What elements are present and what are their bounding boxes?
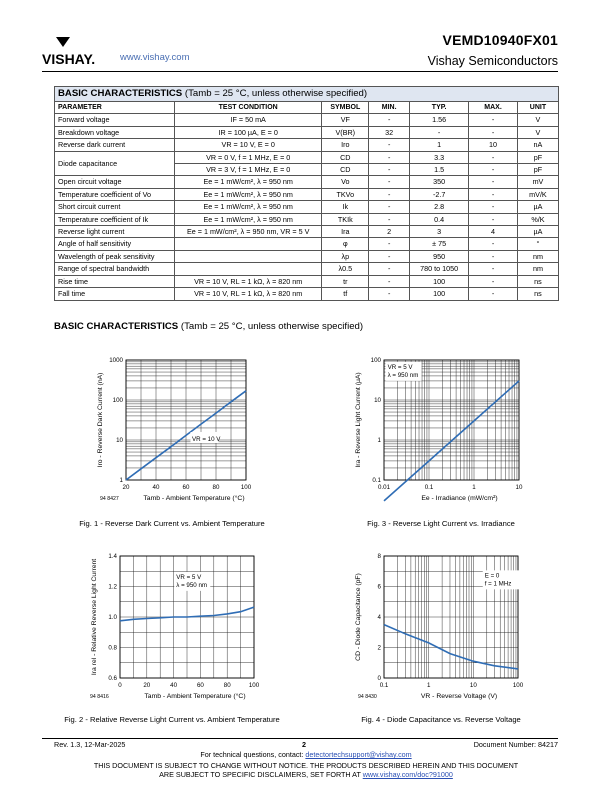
y-tick-label: 1 xyxy=(377,437,381,444)
table-cell: Ira xyxy=(322,226,369,238)
table-cell: 2 xyxy=(369,226,410,238)
table-cell: 780 to 1050 xyxy=(410,263,469,275)
table-cell: ns xyxy=(517,275,558,287)
table-cell: Reverse light current xyxy=(55,226,175,238)
column-header: UNIT xyxy=(517,102,558,114)
x-tick-label: 1 xyxy=(472,484,476,491)
table-cell: VR = 10 V, RL = 1 kΩ, λ = 820 nm xyxy=(174,275,321,287)
table-cell: 950 xyxy=(410,250,469,262)
tech-questions: For technical questions, contact: detectortechsupport@vishay.com xyxy=(200,750,412,759)
table-cell: 2.8 xyxy=(410,201,469,213)
table-cell: - xyxy=(469,288,518,300)
annotation: λ = 950 nm xyxy=(176,581,208,589)
y-axis-label: Ira rel - Relative Reverse Light Current xyxy=(91,558,98,676)
x-tick-label: 10 xyxy=(515,484,523,491)
y-tick-label: 10 xyxy=(116,437,123,444)
table-cell: 3.3 xyxy=(410,151,469,163)
x-axis-label: Tamb - Ambient Temperature (°C) xyxy=(143,495,245,502)
y-tick-label: 100 xyxy=(112,397,123,404)
column-header: PARAMETER xyxy=(55,102,175,114)
table-cell: 0.4 xyxy=(410,213,469,225)
table-cell: Rise time xyxy=(55,275,175,287)
x-tick-label: 10 xyxy=(469,682,477,689)
table-cell: -2.7 xyxy=(410,188,469,200)
x-tick-label: 40 xyxy=(152,484,160,491)
table-cell: V xyxy=(517,114,558,126)
table-cell: 32 xyxy=(369,126,410,138)
annotation: f = 1 MHz xyxy=(484,580,512,588)
figure-code: 94 8430 xyxy=(358,694,377,700)
table-cell: Ik xyxy=(322,201,369,213)
table-row xyxy=(55,151,559,163)
annotation: VR = 5 V xyxy=(387,363,413,371)
table-cell: Ee = 1 mW/cm², λ = 950 nm xyxy=(174,201,321,213)
table-cell: V(BR) xyxy=(322,126,369,138)
x-axis-label: VR - Reverse Voltage (V) xyxy=(420,693,498,700)
table-cell: - xyxy=(469,164,518,176)
column-header: TEST CONDITION xyxy=(174,102,321,114)
section-title: BASIC CHARACTERISTICS (Tamb = 25 °C, unless otherwise specified) xyxy=(54,321,364,332)
table-cell: λp xyxy=(322,250,369,262)
disclaimer-line-2: ARE SUBJECT TO SPECIFIC DISCLAIMERS, SET FORTH AT www.vishay.com/doc?91000 xyxy=(159,770,453,779)
annotation: E = 0 xyxy=(484,572,500,580)
table-row xyxy=(55,263,559,275)
table-cell: 3 xyxy=(410,226,469,238)
table-cell: - xyxy=(469,263,518,275)
x-tick-label: 60 xyxy=(182,484,190,491)
x-tick-label: 0.1 xyxy=(424,484,434,491)
table-cell: - xyxy=(469,126,518,138)
table-row xyxy=(55,250,559,262)
figure-code: 94 8427 xyxy=(100,496,119,502)
x-tick-label: 20 xyxy=(122,484,130,491)
table-cell: V xyxy=(517,126,558,138)
basic-characteristics-table xyxy=(54,86,559,301)
table-cell: - xyxy=(369,188,410,200)
footer-rule xyxy=(42,738,558,739)
table-cell: CD xyxy=(322,151,369,163)
table-cell: Temperature coefficient of Ik xyxy=(55,213,175,225)
table-cell: VR = 0 V, f = 1 MHz, E = 0 xyxy=(174,151,321,163)
table-cell: - xyxy=(469,250,518,262)
table-title: BASIC CHARACTERISTICS (Tamb = 25 °C, unless otherwise specified) xyxy=(55,87,559,102)
table-cell: Ee = 1 mW/cm², λ = 950 nm xyxy=(174,213,321,225)
revision: Rev. 1.3, 12-Mar-2025 xyxy=(54,740,126,749)
x-tick-label: 0.1 xyxy=(379,682,389,689)
table-cell: 1 xyxy=(410,139,469,151)
vishay-logo xyxy=(42,37,116,67)
table-cell: pF xyxy=(517,164,558,176)
table-cell: 100 xyxy=(410,288,469,300)
table-header-row xyxy=(55,102,559,114)
x-tick-label: 100 xyxy=(248,682,260,689)
table-row xyxy=(55,275,559,287)
table-cell: ns xyxy=(517,288,558,300)
division-name: Vishay Semiconductors xyxy=(427,54,558,68)
x-tick-label: 40 xyxy=(170,682,178,689)
table-cell xyxy=(174,238,321,250)
brand-text: VISHAY. xyxy=(42,51,96,67)
table-cell: φ xyxy=(322,238,369,250)
disclaimer-link[interactable]: www.vishay.com/doc?91000 xyxy=(362,770,453,779)
table-cell: Temperature coefficient of Vo xyxy=(55,188,175,200)
y-tick-label: 1000 xyxy=(109,357,123,364)
table-cell: IF = 50 mA xyxy=(174,114,321,126)
table-cell: CD xyxy=(322,164,369,176)
table-cell: ° xyxy=(517,238,558,250)
table-cell: 4 xyxy=(469,226,518,238)
table-cell: VF xyxy=(322,114,369,126)
table-cell: Reverse dark current xyxy=(55,139,175,151)
table-cell: nm xyxy=(517,263,558,275)
table-cell: VR = 3 V, f = 1 MHz, E = 0 xyxy=(174,164,321,176)
column-header: MAX. xyxy=(469,102,518,114)
table-cell: VR = 10 V, E = 0 xyxy=(174,139,321,151)
y-tick-label: 1.2 xyxy=(108,583,117,591)
y-tick-label: 4 xyxy=(377,614,381,621)
table-cell: nA xyxy=(517,139,558,151)
disclaimer-line-1: THIS DOCUMENT IS SUBJECT TO CHANGE WITHOUT NOTICE. THE PRODUCTS DESCRIBED HEREIN AND THIS DOCUMENT xyxy=(93,761,519,770)
table-cell: tr xyxy=(322,275,369,287)
table-cell: - xyxy=(469,201,518,213)
table-cell: tf xyxy=(322,288,369,300)
table-cell: - xyxy=(469,188,518,200)
table-cell: 10 xyxy=(469,139,518,151)
annotation: VR = 5 V xyxy=(176,573,202,581)
table-cell: 1.56 xyxy=(410,114,469,126)
table-cell: - xyxy=(469,176,518,188)
table-cell: VR = 10 V, RL = 1 kΩ, λ = 820 nm xyxy=(174,288,321,300)
y-tick-label: 1.0 xyxy=(108,614,117,621)
table-cell: Vo xyxy=(322,176,369,188)
table-cell: Open circuit voltage xyxy=(55,176,175,188)
table-cell: - xyxy=(369,288,410,300)
figure-caption: Fig. 1 - Reverse Dark Current vs. Ambient Temperature xyxy=(79,519,265,528)
table-cell: IR = 100 µA, E = 0 xyxy=(174,126,321,138)
table-row xyxy=(55,226,559,238)
table-cell: 100 xyxy=(410,275,469,287)
table-cell xyxy=(174,250,321,262)
table-cell: pF xyxy=(517,151,558,163)
x-tick-label: 60 xyxy=(196,682,204,689)
table-cell: Forward voltage xyxy=(55,114,175,126)
y-tick-label: 0.1 xyxy=(372,477,381,484)
table-cell: Breakdown voltage xyxy=(55,126,175,138)
table-cell: Ee = 1 mW/cm², λ = 950 nm xyxy=(174,188,321,200)
table-title-condition: (Tamb = 25 °C, unless otherwise specified) xyxy=(184,88,368,99)
figure-caption: Fig. 3 - Reverse Light Current vs. Irradiance xyxy=(367,519,515,528)
column-header: TYP. xyxy=(410,102,469,114)
figure-caption: Fig. 2 - Relative Reverse Light Current vs. Ambient Temperature xyxy=(64,715,280,724)
table-cell: Ee = 1 mW/cm², λ = 950 nm, VR = 5 V xyxy=(174,226,321,238)
document-number: Document Number: 84217 xyxy=(473,740,558,749)
website-link[interactable]: www.vishay.com xyxy=(120,52,190,63)
x-axis-label: Tamb - Ambient Temperature (°C) xyxy=(144,693,246,700)
charts-area xyxy=(0,340,612,735)
x-axis-label: Ee - Irradiance (mW/cm²) xyxy=(421,495,498,502)
table-cell: - xyxy=(469,275,518,287)
table-row xyxy=(55,288,559,300)
table-cell: - xyxy=(369,201,410,213)
table-cell: - xyxy=(469,114,518,126)
figure-caption: Fig. 4 - Diode Capacitance vs. Reverse Voltage xyxy=(361,715,521,724)
table-cell: Iro xyxy=(322,139,369,151)
table-cell: Ee = 1 mW/cm², λ = 950 nm xyxy=(174,176,321,188)
series-line xyxy=(384,381,519,501)
table-row xyxy=(55,139,559,151)
table-cell: - xyxy=(369,114,410,126)
annotation: λ = 950 nm xyxy=(387,371,419,379)
table-cell: - xyxy=(369,250,410,262)
table-cell: TKIk xyxy=(322,213,369,225)
table-row xyxy=(55,188,559,200)
table-cell: - xyxy=(469,213,518,225)
table-cell: - xyxy=(369,238,410,250)
table-cell: Range of spectral bandwidth xyxy=(55,263,175,275)
x-tick-label: 80 xyxy=(212,484,220,491)
x-tick-label: 80 xyxy=(223,682,231,689)
table-cell: λ0.5 xyxy=(322,263,369,275)
y-tick-label: 100 xyxy=(370,357,381,364)
table-row xyxy=(55,176,559,188)
table-cell: µA xyxy=(517,201,558,213)
table-cell: - xyxy=(469,238,518,250)
x-tick-label: 0.01 xyxy=(377,484,391,491)
table-cell: Fall time xyxy=(55,288,175,300)
table-cell: mV xyxy=(517,176,558,188)
y-tick-label: 0 xyxy=(377,675,381,682)
table-cell: - xyxy=(369,213,410,225)
table-cell: - xyxy=(369,263,410,275)
table-cell: µA xyxy=(517,226,558,238)
table-row xyxy=(55,114,559,126)
table-cell: - xyxy=(410,126,469,138)
table-cell: ± 75 xyxy=(410,238,469,250)
table-cell: - xyxy=(469,151,518,163)
table-cell: TKVo xyxy=(322,188,369,200)
table-row xyxy=(55,213,559,225)
x-tick-label: 20 xyxy=(143,682,151,689)
table-cell: - xyxy=(369,139,410,151)
x-tick-label: 100 xyxy=(240,484,252,491)
y-tick-label: 1 xyxy=(119,477,123,484)
table-cell: nm xyxy=(517,250,558,262)
x-tick-label: 1 xyxy=(426,682,431,689)
y-tick-label: 8 xyxy=(377,553,381,560)
table-cell: - xyxy=(369,151,410,163)
y-axis-label: CD - Diode Capacitance (pF) xyxy=(355,573,362,661)
table-cell: Diode capacitance xyxy=(55,151,175,176)
table-cell: - xyxy=(369,176,410,188)
table-cell: Angle of half sensitivity xyxy=(55,238,175,250)
table-cell: 350 xyxy=(410,176,469,188)
table-cell: - xyxy=(369,275,410,287)
series-line xyxy=(384,625,518,669)
table-row xyxy=(55,126,559,138)
table-cell xyxy=(174,263,321,275)
x-tick-label: 0 xyxy=(118,682,122,689)
table-cell: - xyxy=(369,164,410,176)
table-cell: %/K xyxy=(517,213,558,225)
y-axis-label: Ira - Reverse Light Current (µA) xyxy=(355,372,362,468)
table-row xyxy=(55,238,559,250)
table-cell: mV/K xyxy=(517,188,558,200)
y-tick-label: 0.6 xyxy=(108,675,117,682)
support-email-link[interactable]: detectortechsupport@vishay.com xyxy=(305,750,412,759)
column-header: SYMBOL xyxy=(322,102,369,114)
table-cell: 1.5 xyxy=(410,164,469,176)
y-tick-label: 0.8 xyxy=(108,644,117,652)
y-tick-label: 1.4 xyxy=(108,553,117,560)
x-tick-label: 100 xyxy=(512,682,524,689)
table-cell: Short circuit current xyxy=(55,201,175,213)
table-cell: Wavelength of peak sensitivity xyxy=(55,250,175,262)
y-tick-label: 10 xyxy=(374,397,381,404)
y-tick-label: 6 xyxy=(377,583,381,591)
y-axis-label: Iro - Reverse Dark Current (nA) xyxy=(97,372,104,468)
part-number: VEMD10940FX01 xyxy=(442,32,558,48)
annotation: VR = 10 V xyxy=(192,436,221,443)
y-tick-label: 2 xyxy=(377,644,381,652)
table-row xyxy=(55,201,559,213)
column-header: MIN. xyxy=(369,102,410,114)
figure-code: 94 8416 xyxy=(90,694,109,700)
page-number: 2 xyxy=(302,740,306,749)
header-rule xyxy=(42,71,558,72)
